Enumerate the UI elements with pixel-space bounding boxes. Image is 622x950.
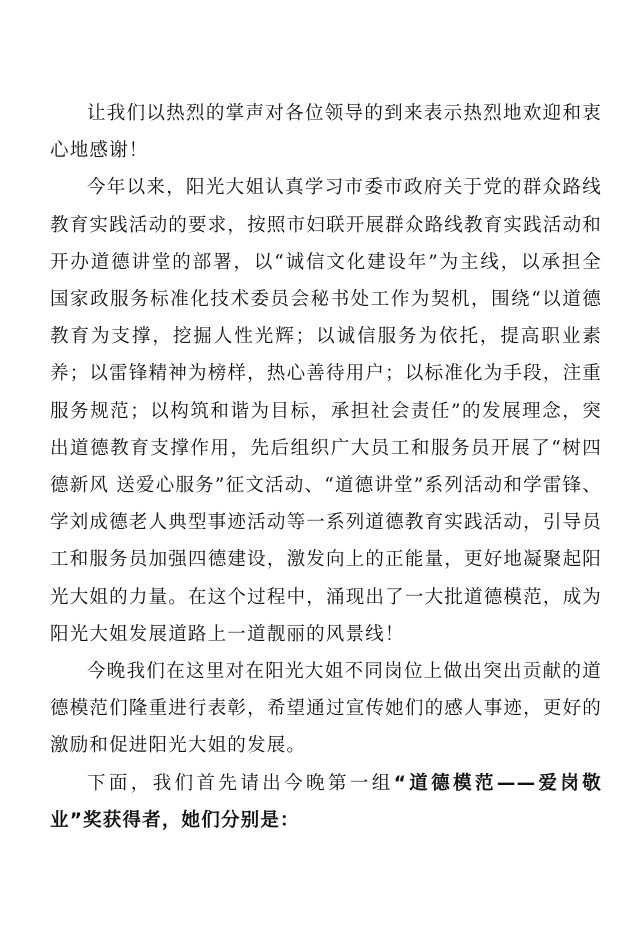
paragraph-commendation: 今晚我们在这里对在阳光大姐不同岗位上做出突出贡献的道德模范们隆重进行表彰，希望通过宣传她们的感人事迹，更好的激励和促进阳光大姐的发展。	[50, 661, 602, 757]
paragraph-activities: 今年以来，阳光大姐认真学习市委市政府关于党的群众路线教育实践活动的要求，按照市妇联开展群众路线教育实践活动和开办道德讲堂的部署，以“诚信文化建设年”为主线，以承担全国家政服务标准化技术委员会秘书处工作为契机，围绕“以道德教育为支撑，挖掘人性光辉；以诚信服务为依托，提高职业素养；以雷锋精神为榜样，热心善待用户；以标准化为手段，注重服务规范；以构筑和谐为目标，承担社会责任”的发展理念，突出道德教育支撑作用，先后组织广大员工和服务员开展了“树四德新风 送爱心服务”征文活动、“道德讲堂”系列活动和学雷锋、学刘成德老人典型事迹活动等一系列道德教育实践活动，引导员工和服务员加强四德建设，激发向上的正能量，更好地凝聚起阳光大姐的力量。在这个过程中，涌现出了一大批道德模范，成为阳光大姐发展道路上一道靓丽的风景线！	[50, 177, 602, 645]
paragraph-award-intro	[50, 765, 602, 839]
paragraph-welcome: 让我们以热烈的掌声对各位领导的到来表示热烈地欢迎和衷心地感谢！	[50, 103, 602, 162]
document-body	[50, 95, 602, 839]
award-title-bold: “道德模范——爱岗敬业”奖获得者，她们分别是：	[50, 772, 602, 831]
award-intro-text: 下面，我们首先请出今晚第一组	[87, 772, 394, 794]
